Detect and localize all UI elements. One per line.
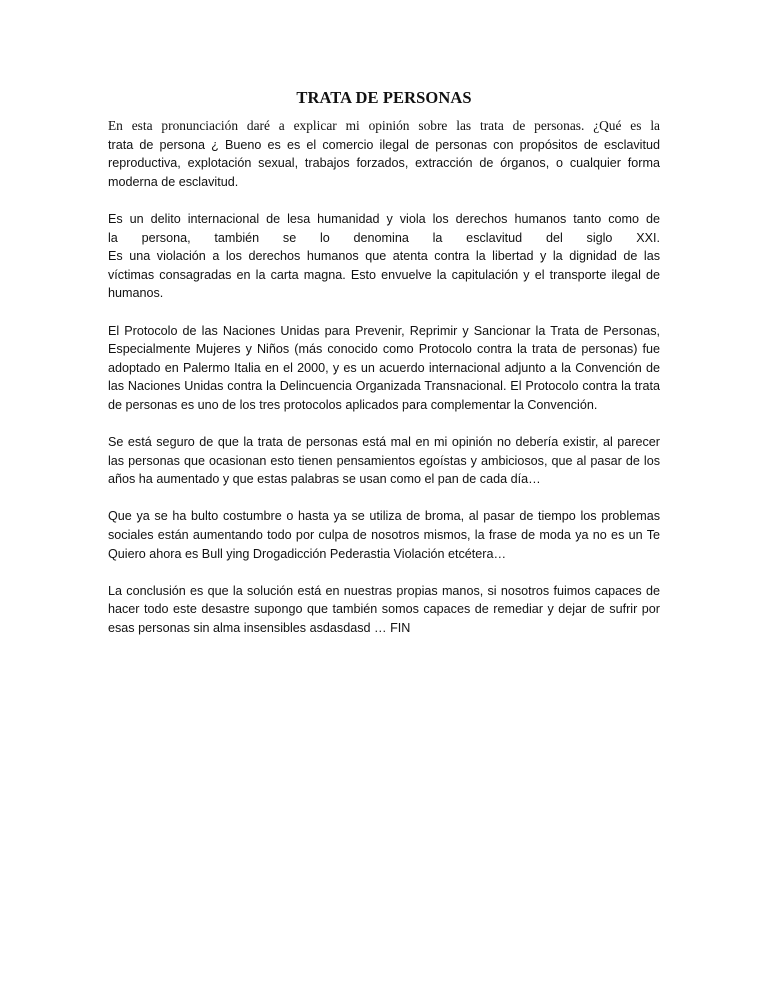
paragraph-protocol: El Protocolo de las Naciones Unidas para Prevenir, Reprimir y Sancionar la Trata de Personas, Especialmente Mujeres y Niños (más conocido como Protocolo contra la trata de personas) fue adoptado en Palermo Italia en el 2000, y es un acuerdo internacional adjunto a la Convención de las Naciones Unidas contra la Delincuencia Organizada Transnacional. El Protocolo contra la trata de personas es uno de los tres protocolos aplicados para complementar la Convención. <box>108 323 660 412</box>
paragraph-crime <box>108 210 660 303</box>
paragraph-opinion: Se está seguro de que la trata de personas está mal en mi opinión no debería existir, al parecer las personas que ocasionan esto tienen pensamientos egoístas y ambiciosos, que al pasar de los años ha aumentado y que estas palabras se usan como el pan de cada día… <box>108 435 660 487</box>
paragraph-intro-rest: trata de persona ¿ Bueno es es el comercio ilegal de personas con propósitos de esclavitud reproductiva, explotación sexual, trabajos forzados, extracción de órganos, o cualquier forma moderna de esclavitud. <box>108 137 660 189</box>
paragraph-crime-line2: la persona, también se lo denomina la esclavitud del siglo XXI. <box>108 230 660 245</box>
paragraph-conclusion: La conclusión es que la solución está en nuestras propias manos, si nosotros fuimos capaces de hacer todo este desastre supongo que también somos capaces de remediar y dejar de sufrir por esas personas sin alma insensibles asdasdasd … FIN <box>108 583 660 636</box>
paragraph-crime-line1: Es un delito internacional de lesa humanidad y viola los derechos humanos tanto como de <box>108 211 660 226</box>
document-body <box>108 88 660 656</box>
paragraph-intro-lead: En esta pronunciación daré a explicar mi opinión sobre las trata de personas. ¿Qué es la <box>108 118 660 133</box>
document-title: TRATA DE PERSONAS <box>296 88 472 107</box>
paragraph-crime-rest: Es una violación a los derechos humanos que atenta contra la libertad y la dignidad de las víctimas consagradas en la carta magna. Esto envuelve la capitulación y el transporte ilegal de humanos. <box>108 249 660 301</box>
paragraph-custom: Que ya se ha bulto costumbre o hasta ya se utiliza de broma, al pasar de tiempo los problemas sociales están aumentando todo por culpa de nosotros mismos, la frase de moda ya no es un Te Quiero ahora es Bull ying Drogadicción Pederastia Violación etcétera… <box>108 509 660 561</box>
paragraph-intro <box>108 117 660 191</box>
